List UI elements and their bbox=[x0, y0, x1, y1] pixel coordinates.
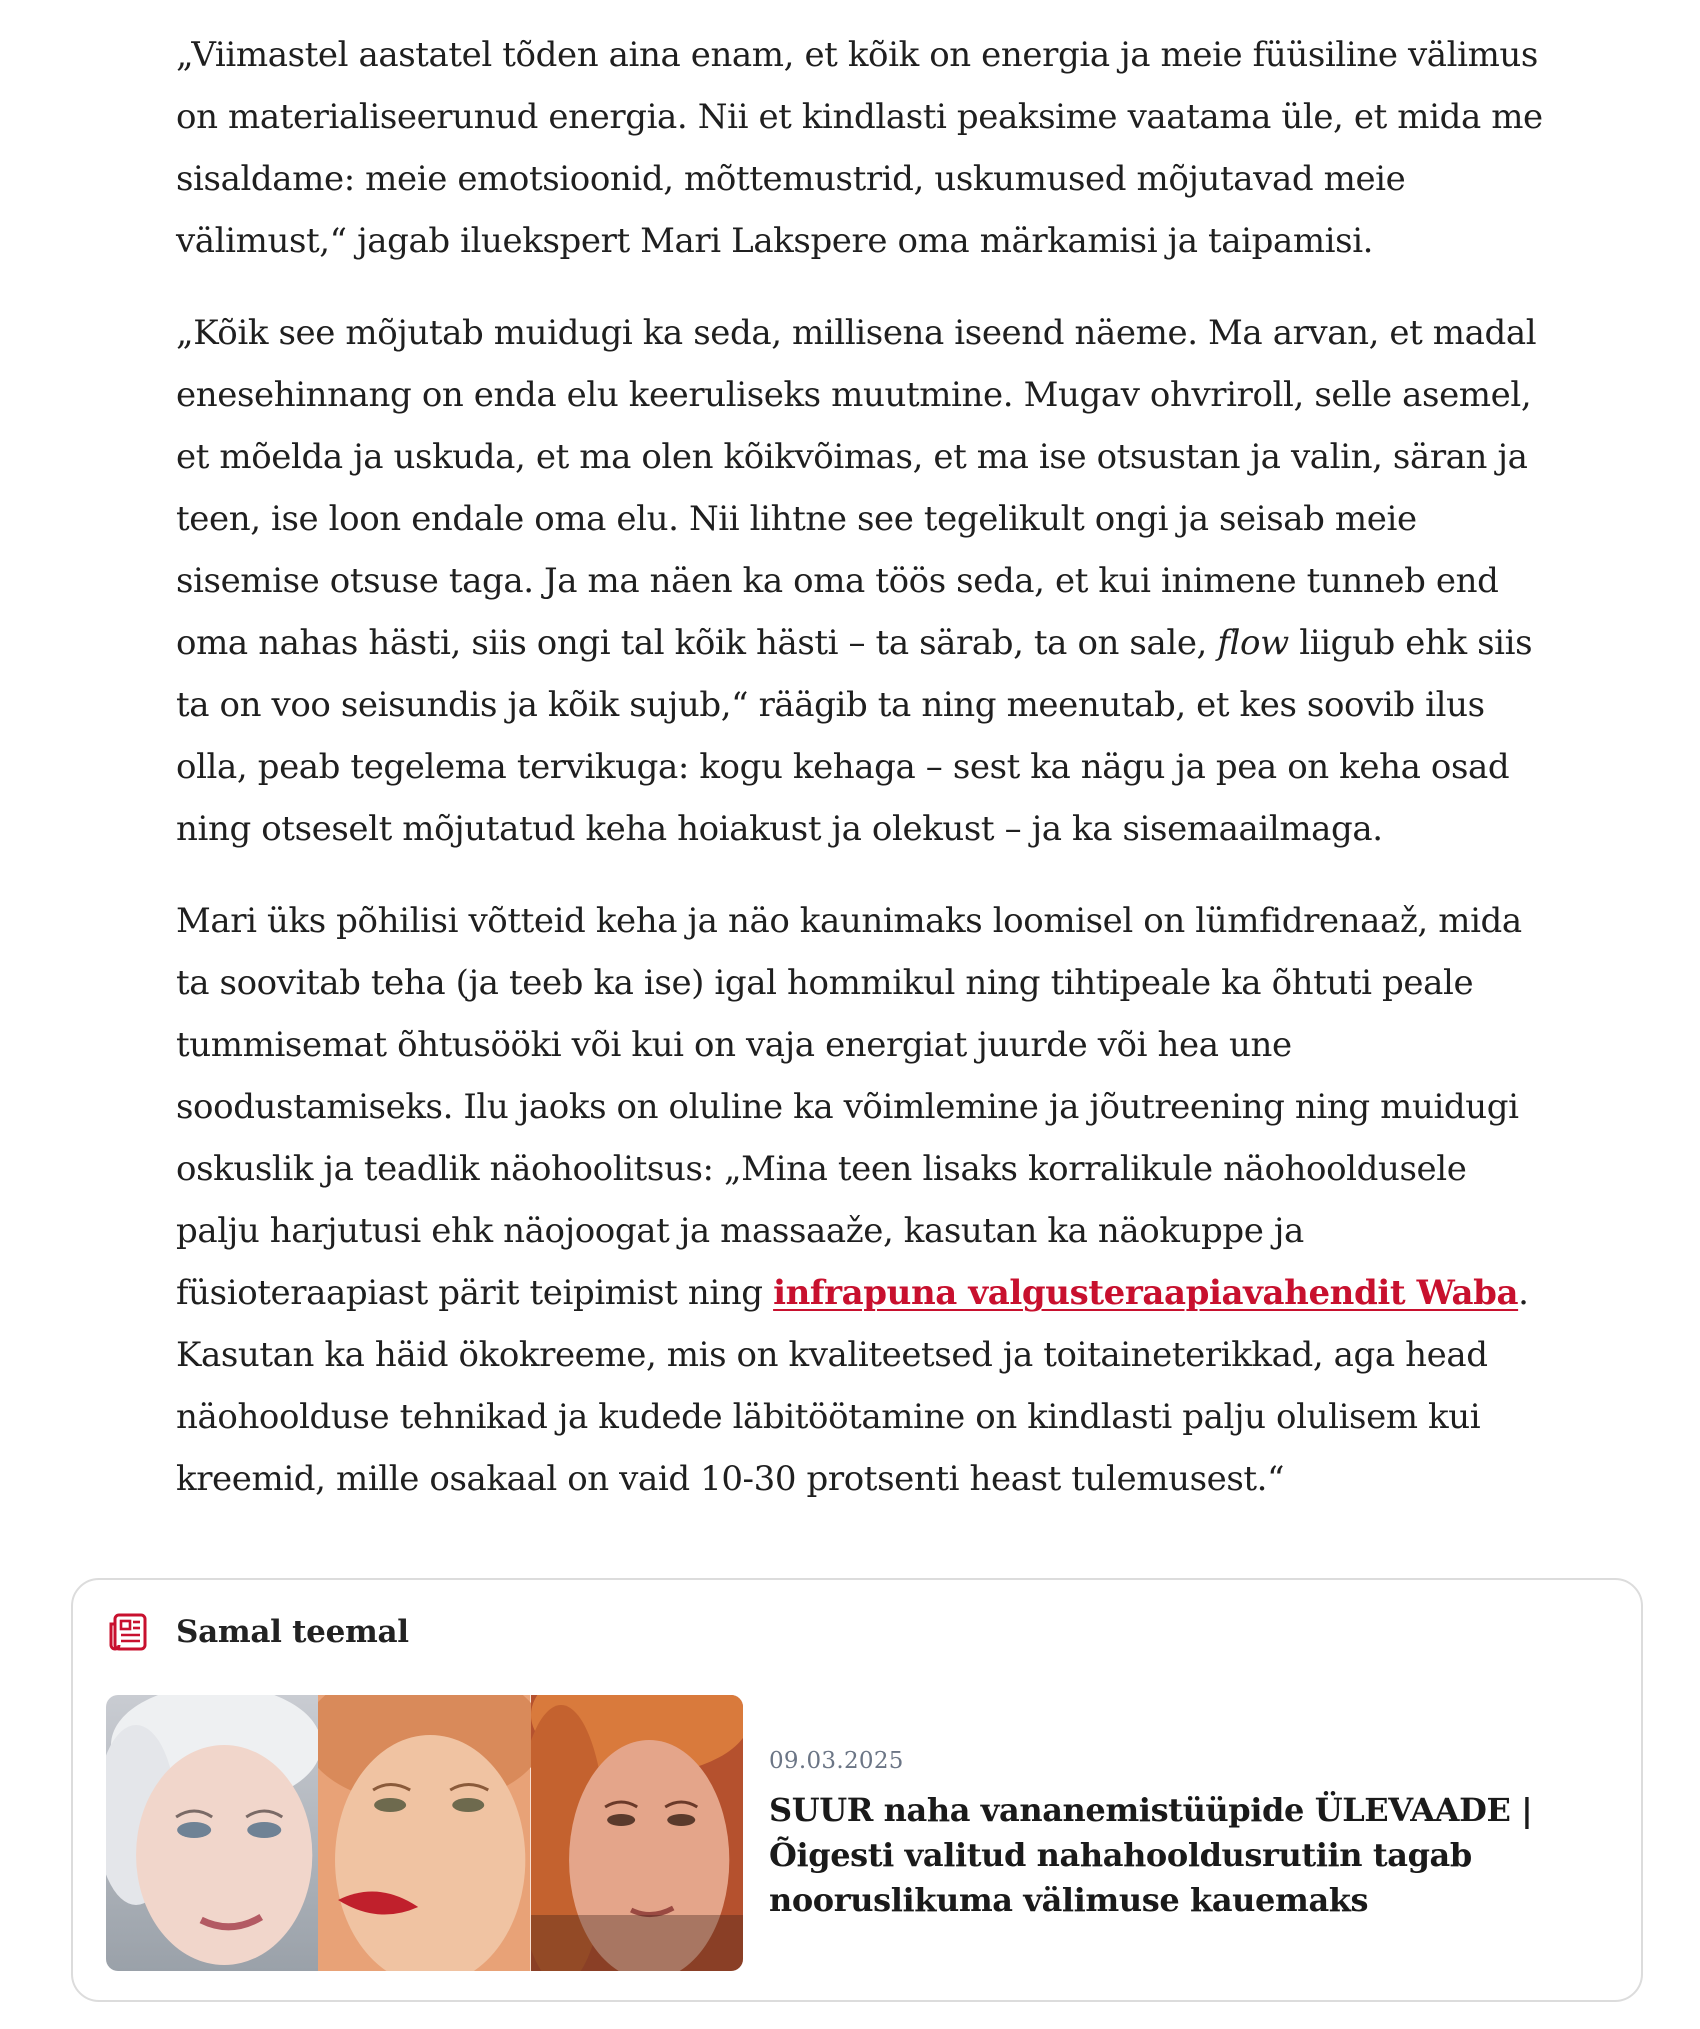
paragraph-text: Mari üks põhilisi võtteid keha ja näo kaunimaks loomisel on lümfidrenaaž, mida ta soovitab teha (ja teeb ka ise) igal hommikul ning tihtipeale ka õhtuti peale tummisemat õhtusööki või kui on vaja energiat juurde või hea une soodustamiseks. Ilu jaoks on oluline ka võimlemine ja jõutreening ning muidugi oskuslik ja teadlik näohoolitsus: „Mina teen lisaks korralikule näohooldusele palju harjutusi ehk näojoogat ja massaaže, kasutan ka näokuppe ja füsioteraapiast pärit teipimist ning bbox=[176, 901, 1522, 1313]
article-paragraph: „Viimastel aastatel tõden aina enam, et kõik on energia ja meie füüsiline välimus on materialiseerunud energia. Nii et kindlasti peaksime vaatama üle, et mida me sisaldame: meie emotsioonid, mõttemustrid, uskumused mõjutavad meie välimust,“ jagab iluekspert Mari Lakspere oma märkamisi ja taipamisi. bbox=[176, 35, 1543, 261]
related-section-title: Samal teemal bbox=[176, 1614, 409, 1650]
italic-term: flow bbox=[1217, 623, 1289, 663]
article-paragraph bbox=[176, 890, 1556, 1510]
related-article-card[interactable] bbox=[71, 1578, 1643, 2002]
article-body bbox=[176, 24, 1556, 1540]
related-article-date: 09.03.2025 bbox=[769, 1748, 904, 1774]
related-header bbox=[107, 1610, 409, 1654]
product-link[interactable]: infrapuna valgusteraapiavahendit Waba bbox=[773, 1273, 1519, 1313]
paragraph-text: „Kõik see mõjutab muidugi ka seda, millisena iseend näeme. Ma arvan, et madal enesehinnang on enda elu keeruliseks muutmine. Mugav ohvriroll, selle asemel, et mõelda ja uskuda, et ma olen kõikvõimas, et ma ise otsustan ja valin, säran ja teen, ise loon endale oma elu. Nii lihtne see tegelikult ongi ja seisab meie sisemise otsuse taga. Ja ma näen ka oma töös seda, et kui inimene tunneb end oma nahas hästi, siis ongi tal kõik hästi – ta särab, ta on sale, bbox=[176, 313, 1537, 663]
related-article-image[interactable] bbox=[106, 1695, 743, 1971]
paragraph-text: liigub ehk siis ta on voo seisundis ja kõik sujub,“ räägib ta ning meenutab, et kes soovib ilus olla, peab tegelema tervikuga: kogu kehaga – sest ka nägu ja pea on keha osad ning otseselt mõjutatud keha hoiakust ja olekust – ja ka sisemaailmaga. bbox=[176, 623, 1533, 849]
article-paragraph bbox=[176, 302, 1556, 860]
paragraph-text: . Kasutan ka häid ökokreeme, mis on kvaliteetsed ja toitaineterikkad, aga head näohoolduse tehnikad ja kudede läbitöötamine on kindlasti palju olulisem kui kreemid, mille osakaal on vaid 10-30 protsenti heast tulemusest.“ bbox=[176, 1273, 1529, 1499]
portrait-image bbox=[531, 1695, 743, 1971]
portrait-image bbox=[106, 1695, 318, 1971]
portrait-image bbox=[318, 1695, 530, 1971]
related-article-headline[interactable]: SUUR naha vananemistüüpide ÜLEVAADE | Õigesti valitud nahahooldusrutiin tagab nooruslikuma välimuse kauemaks bbox=[769, 1791, 1533, 1919]
newspaper-icon bbox=[107, 1610, 151, 1654]
